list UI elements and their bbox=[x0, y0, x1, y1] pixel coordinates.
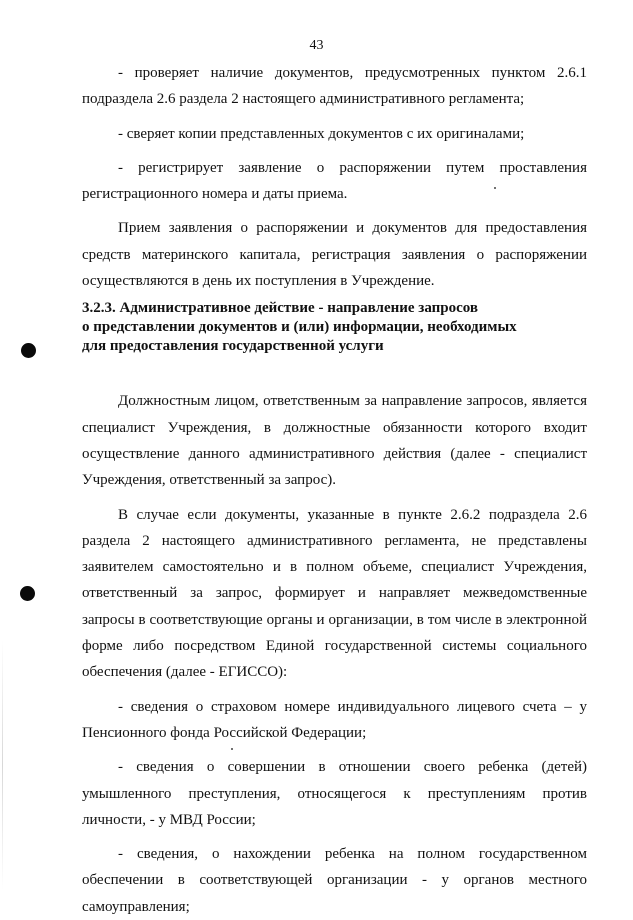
paragraph-responsible-official: Должностным лицом, ответственным за направление запросов, является специалист Учреждения, в должностные обязанности которого входит осуществление данного административного действия (далее - специалист Учреждения, ответственный за запрос). bbox=[82, 393, 587, 489]
section-heading-line: 3.2.3. Административное действие - направление запросов bbox=[82, 300, 478, 317]
punch-hole-mark bbox=[20, 586, 35, 601]
section-heading-line: для предоставления государственной услуги bbox=[82, 338, 384, 355]
section-heading bbox=[82, 299, 587, 356]
punch-hole-mark bbox=[21, 343, 36, 358]
paragraph-acceptance: Прием заявления о распоряжении и документов для предоставления средств материнского капитала, регистрация заявления о распоряжении осуществляются в день их поступления в Учреждение. bbox=[82, 220, 587, 290]
paragraph-interagency-requests: В случае если документы, указанные в пункте 2.6.2 подраздела 2.6 раздела 2 настоящего административного регламента, не представлены заявителем самостоятельно и в полном объеме, специалист Учреждения, ответственный за запрос, формирует и направляет межведомственные запросы в соответствующие органы и организации, в том числе в электронной форме либо посредством Единой государственной системы социального обеспечения (далее - ЕГИССО): bbox=[82, 506, 587, 681]
page-number: 43 bbox=[309, 38, 324, 53]
document-body bbox=[82, 60, 587, 920]
paragraph-check-documents: - проверяет наличие документов, предусмотренных пунктом 2.6.1 подраздела 2.6 раздела 2 настоящего административного регламента; bbox=[82, 65, 587, 108]
list-item-local-government: - сведения, о нахождении ребенка на полном государственном обеспечении в соответствующей организации - у органов местного самоуправления; bbox=[82, 846, 587, 915]
paragraph-verify-copies: - сверяет копии представленных документов с их оригиналами; bbox=[118, 125, 525, 142]
list-item-mvd: - сведения о совершении в отношении своего ребенка (детей) умышленного преступления, относящегося к преступлениям против личности, - у МВД России; bbox=[82, 759, 587, 828]
paragraph-register-application: - регистрирует заявление о распоряжении путем проставления регистрационного номера и даты приема. bbox=[82, 159, 587, 203]
scan-edge-artifact bbox=[2, 640, 3, 890]
section-heading-line: о представлении документов и (или) информации, необходимых bbox=[82, 319, 517, 336]
list-item-pension-fund: - сведения о страховом номере индивидуального лицевого счета – у Пенсионного фонда Российской Федерации; bbox=[82, 698, 587, 741]
